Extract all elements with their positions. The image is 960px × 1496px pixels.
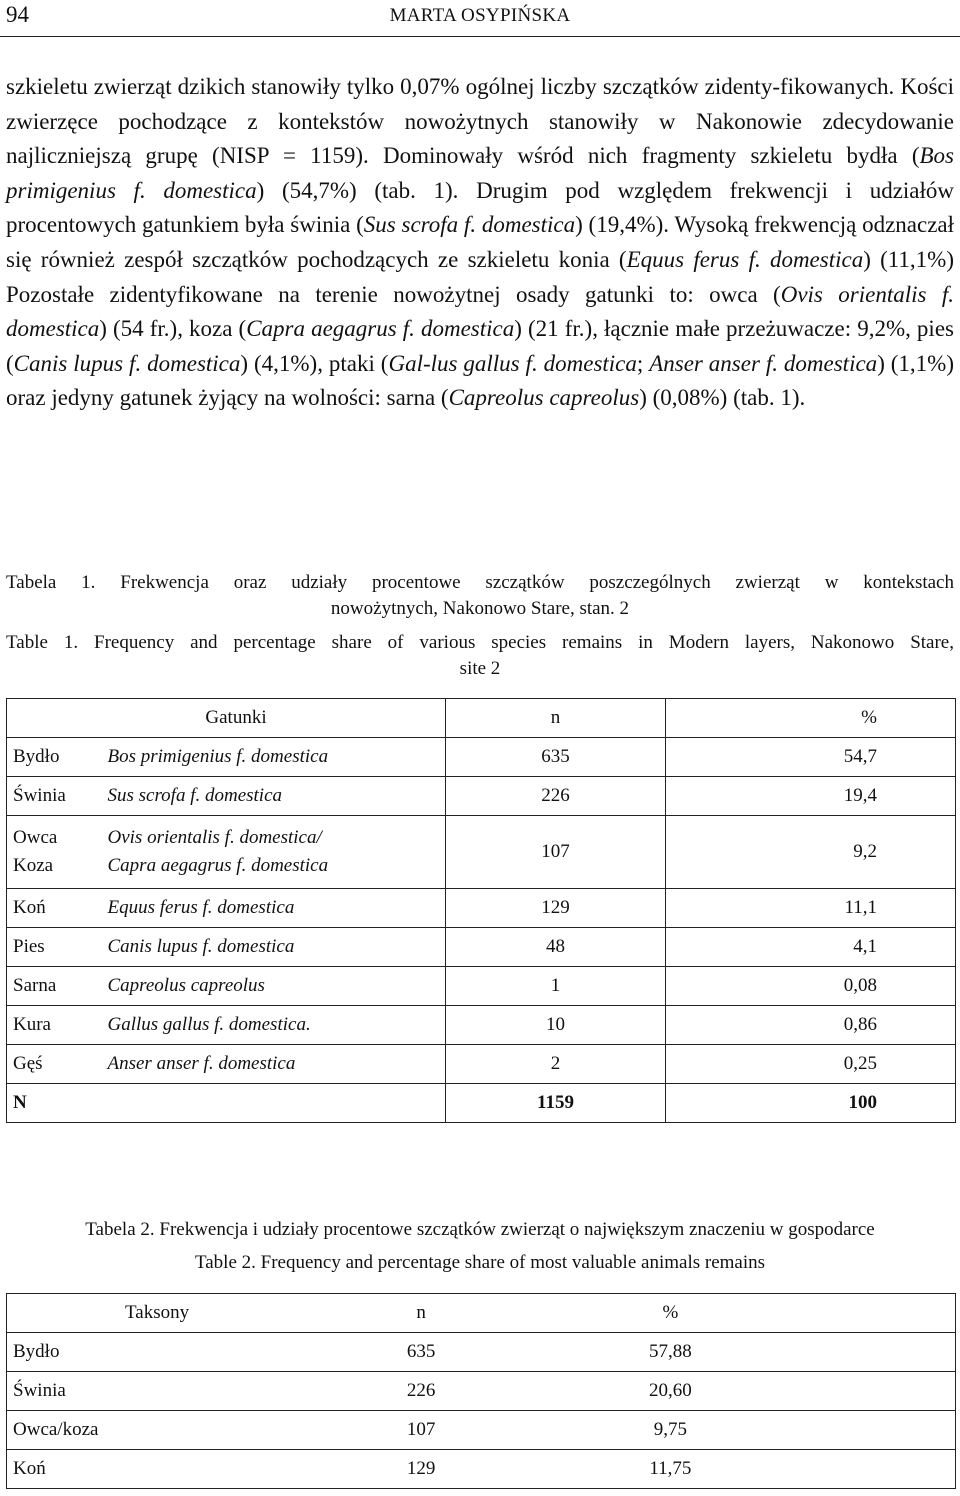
cell-species: Kura	[7, 1006, 96, 1045]
header-taxa: Taksony	[7, 1294, 287, 1333]
cell-species: Sarna	[7, 967, 96, 1006]
cell-n: 10	[446, 1006, 666, 1045]
taxon-line: Ovis orientalis f. domestica/	[107, 827, 322, 848]
taxon-name: Bos primigenius f. domestica	[6, 143, 954, 203]
running-header	[0, 0, 960, 37]
cell-pct: 11,75	[556, 1450, 956, 1489]
cell-taxon	[96, 816, 446, 889]
cell-species: Gęś	[7, 1045, 96, 1084]
table-header-row	[7, 1294, 956, 1333]
cell-pct: 0,25	[666, 1045, 956, 1084]
cell-taxon: Capreolus capreolus	[96, 967, 446, 1006]
header-pct: %	[556, 1294, 956, 1333]
paragraph-text	[6, 70, 954, 416]
caption-line: Table 2. Frequency and percentage share of most valuable animals remains	[194, 1252, 766, 1273]
cell-taxon: Canis lupus f. domestica	[96, 928, 446, 967]
table2-caption-en	[6, 1250, 954, 1276]
table1-caption-en	[6, 630, 954, 682]
taxon-name: Ovis orientalis f. domestica	[6, 281, 954, 342]
table-row	[7, 738, 956, 777]
table1-caption-pl	[6, 570, 954, 622]
taxon-name: Gal-lus gallus f. domestica	[388, 350, 637, 376]
caption-line: Tabela 1. Frekwencja oraz udziały procentowe szczątków poszczególnych zwierząt w kontekstach	[6, 572, 954, 593]
species-line: Owca	[13, 827, 58, 848]
text-run: ) (1,1%) oraz jedyny gatunek żyjący na wolności: sarna (	[6, 350, 955, 411]
cell-taxon: Anser anser f. domestica	[96, 1045, 446, 1084]
text-run: ) (54 fr.), koza (	[99, 316, 247, 342]
cell-taxon: Koń	[7, 1450, 287, 1489]
cell-n: 129	[446, 889, 666, 928]
table1	[6, 698, 956, 1123]
cell-n: 635	[286, 1333, 556, 1372]
table-row	[7, 928, 956, 967]
cell-n: 107	[446, 816, 666, 889]
cell-n: 226	[446, 777, 666, 816]
cell-n: 48	[446, 928, 666, 967]
cell-n: 635	[446, 738, 666, 777]
table-row	[7, 1006, 956, 1045]
page-number: 94	[6, 2, 29, 27]
caption-line: site 2	[459, 658, 501, 679]
cell-taxon: Gallus gallus f. domestica.	[96, 1006, 446, 1045]
cell-species: Bydło	[7, 738, 96, 777]
cell-total-label: N	[7, 1084, 96, 1123]
caption-line: nowożytnych, Nakonowo Stare, stan. 2	[330, 598, 630, 619]
cell-n: 2	[446, 1045, 666, 1084]
header-n: n	[446, 699, 666, 738]
text-run: ) (21 fr.), łącznie małe przeżuwacze: 9,2%, pies (	[6, 316, 954, 376]
cell-species	[7, 816, 96, 889]
header-pct: %	[666, 699, 956, 738]
cell-n: 226	[286, 1372, 556, 1411]
cell-pct: 54,7	[666, 738, 956, 777]
text-run: ) (19,4%). Wysoką frekwencją odznaczał się również zespół szczątków pochodzących ze szkieletu konia (	[6, 212, 954, 272]
cell-taxon: Owca/koza	[7, 1411, 287, 1450]
taxon-line: Capra aegagrus f. domestica	[107, 855, 329, 876]
running-header-author: MARTA OSYPIŃSKA	[389, 5, 571, 26]
table-row	[7, 816, 956, 889]
table-row	[7, 1411, 956, 1450]
body-paragraph	[6, 70, 954, 416]
header-species: Gatunki	[7, 699, 446, 738]
table-row	[7, 1372, 956, 1411]
cell-pct: 20,60	[556, 1372, 956, 1411]
taxon-name: Anser anser f. domestica	[649, 350, 878, 376]
table-header-row	[7, 699, 956, 738]
taxon-name: Canis lupus f. domestica	[13, 350, 241, 376]
caption-line: Table 1. Frequency and percentage share of various species remains in Modern layers, Nakonowo Stare,	[6, 632, 954, 653]
table-total-row	[7, 1084, 956, 1123]
cell-pct: 57,88	[556, 1333, 956, 1372]
text-run: ) (11,1%) Pozostałe zidentyfikowane na terenie nowożytnej osady gatunki to: owca (	[6, 246, 954, 307]
table-row	[7, 1045, 956, 1084]
text-run: szkieletu zwierząt dzikich stanowiły tylko 0,07% ogólnej liczby szczątków zidenty-fikowanych. Kości zwierzęce pochodzące z kontekstów nowożytnych stanowiły w Nakonowie zdecydowanie najliczniejszą grupę (NISP = 1159). Dominowały wśród nich fragmenty szkieletu bydła (	[6, 74, 954, 169]
taxon-name: Capra aegagrus f. domestica	[246, 316, 515, 342]
text-run: ) (0,08%) (tab. 1).	[639, 385, 806, 411]
cell-n: 107	[286, 1411, 556, 1450]
cell-total-pct: 100	[666, 1084, 956, 1123]
text-run: ;	[636, 350, 650, 376]
taxon-name: Equus ferus f. domestica	[626, 246, 864, 272]
text-run: ) (4,1%), ptaki (	[240, 350, 389, 376]
cell-empty	[96, 1084, 446, 1123]
table2-caption-pl	[6, 1217, 954, 1243]
cell-pct: 19,4	[666, 777, 956, 816]
cell-pct: 9,2	[666, 816, 956, 889]
species-line: Koza	[13, 855, 54, 876]
cell-n: 129	[286, 1450, 556, 1489]
header-n: n	[286, 1294, 556, 1333]
table-row	[7, 967, 956, 1006]
cell-pct: 4,1	[666, 928, 956, 967]
cell-taxon: Bydło	[7, 1333, 287, 1372]
table-row	[7, 889, 956, 928]
cell-taxon: Sus scrofa f. domestica	[96, 777, 446, 816]
table2	[6, 1293, 956, 1489]
text-run: ) (54,7%) (tab. 1). Drugim pod względem frekwencji i udziałów procentowych gatunkiem była świnia (	[6, 177, 954, 238]
cell-pct: 0,08	[666, 967, 956, 1006]
cell-species: Koń	[7, 889, 96, 928]
cell-pct: 9,75	[556, 1411, 956, 1450]
cell-species: Pies	[7, 928, 96, 967]
cell-pct: 11,1	[666, 889, 956, 928]
cell-species: Świnia	[7, 777, 96, 816]
table-row	[7, 1333, 956, 1372]
cell-taxon: Bos primigenius f. domestica	[96, 738, 446, 777]
cell-total-n: 1159	[446, 1084, 666, 1123]
caption-line: Tabela 2. Frekwencja i udziały procentowe szczątków zwierząt o największym znaczeniu w gospodarce	[85, 1219, 875, 1240]
cell-taxon: Equus ferus f. domestica	[96, 889, 446, 928]
taxon-name: Capreolus capreolus	[448, 385, 640, 411]
table-row	[7, 777, 956, 816]
table-row	[7, 1450, 956, 1489]
cell-taxon: Świnia	[7, 1372, 287, 1411]
cell-n: 1	[446, 967, 666, 1006]
cell-pct: 0,86	[666, 1006, 956, 1045]
taxon-name: Sus scrofa f. domestica	[363, 212, 576, 238]
